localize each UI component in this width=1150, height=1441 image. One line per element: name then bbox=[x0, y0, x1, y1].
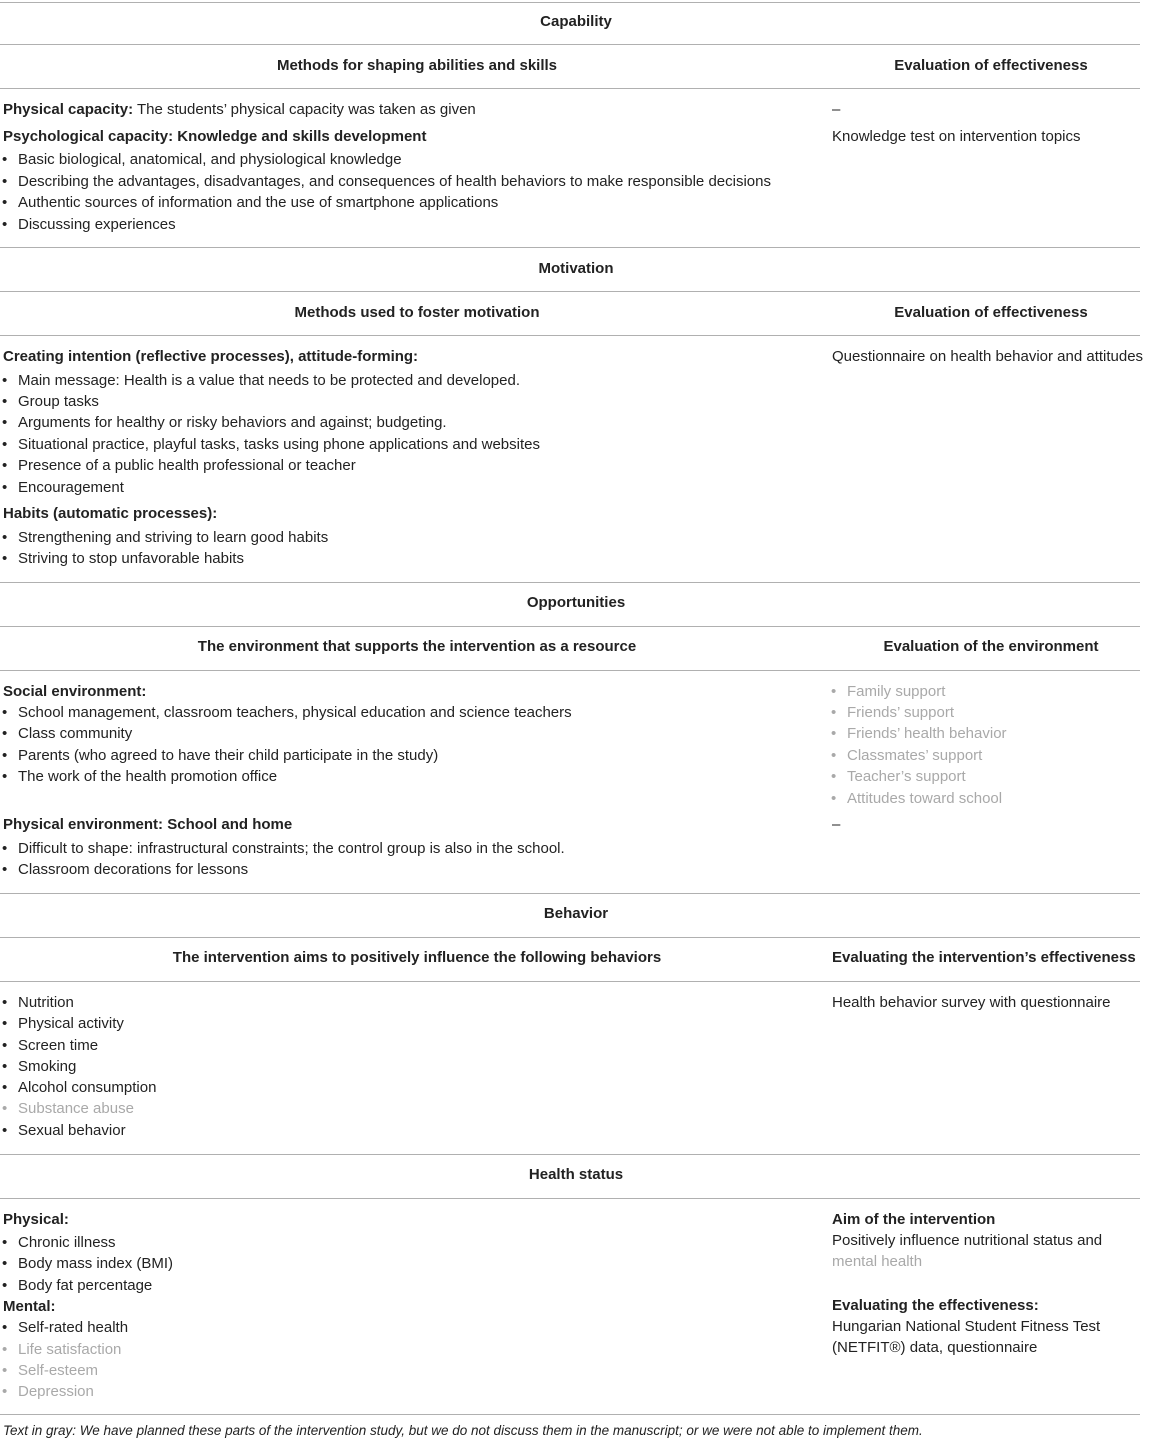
list-item: • Describing the advantages, disadvantages, and consequences of health behaviors to make responsible decisions bbox=[0, 173, 771, 191]
physical-environment-evaluation: – bbox=[832, 816, 841, 833]
list-item: • Alcohol consumption bbox=[0, 1079, 156, 1097]
list-item: • Classroom decorations for lessons bbox=[0, 861, 248, 879]
list-item: • Arguments for healthy or risky behaviors and against; budgeting. bbox=[0, 414, 447, 432]
list-item: • Strengthening and striving to learn good habits bbox=[0, 529, 328, 547]
psychological-capacity-label: Psychological capacity: Knowledge and skills development bbox=[3, 128, 427, 145]
list-item: • Authentic sources of information and the use of smartphone applications bbox=[0, 194, 498, 212]
list-item: • Chronic illness bbox=[0, 1234, 116, 1252]
physical-capacity-row bbox=[3, 101, 476, 119]
list-item: • Physical activity bbox=[0, 1015, 124, 1033]
behavior-evaluation-text: Health behavior survey with questionnaire bbox=[832, 994, 1111, 1011]
physical-environment-label: Physical environment: School and home bbox=[3, 816, 293, 833]
rule bbox=[0, 2, 1140, 3]
physical-capacity-evaluation: – bbox=[832, 101, 841, 118]
list-item: • Main message: Health is a value that needs to be protected and developed. bbox=[0, 372, 520, 390]
rule bbox=[0, 291, 1140, 292]
list-item: • Teacher’s support bbox=[829, 768, 966, 786]
motivation-evaluation-header: Evaluation of effectiveness bbox=[894, 304, 1088, 321]
list-item: • Presence of a public health professional or teacher bbox=[0, 457, 356, 475]
behavior-evaluation-header: Evaluating the intervention’s effectiveness bbox=[832, 949, 1136, 966]
rule bbox=[0, 1414, 1140, 1415]
list-item: • Body mass index (BMI) bbox=[0, 1255, 173, 1273]
opportunities-section-title: Opportunities bbox=[526, 594, 626, 611]
rule bbox=[0, 1198, 1140, 1199]
capability-section-title: Capability bbox=[540, 13, 612, 30]
social-environment-label: Social environment: bbox=[3, 683, 147, 700]
physical-capacity-label: Physical capacity: bbox=[3, 101, 134, 118]
aim-text: Positively influence nutritional status and bbox=[832, 1232, 1103, 1249]
list-item: • Discussing experiences bbox=[0, 216, 176, 234]
list-item: • Basic biological, anatomical, and physiological knowledge bbox=[0, 151, 402, 169]
physical-health-label: Physical: bbox=[3, 1211, 69, 1228]
list-item: • Screen time bbox=[0, 1037, 98, 1055]
capability-evaluation-header: Evaluation of effectiveness bbox=[894, 57, 1088, 74]
rule bbox=[0, 88, 1140, 89]
motivation-methods-header: Methods used to foster motivation bbox=[294, 304, 540, 321]
behavior-targets-header: The intervention aims to positively influence the following behaviors bbox=[172, 949, 662, 966]
list-item: • Group tasks bbox=[0, 393, 99, 411]
list-item: • Substance abuse bbox=[0, 1100, 134, 1118]
motivation-section-title: Motivation bbox=[538, 260, 614, 277]
rule bbox=[0, 582, 1140, 583]
list-item: • School management, classroom teachers, physical education and science teachers bbox=[0, 704, 572, 722]
opportunities-evaluation-header: Evaluation of the environment bbox=[883, 638, 1099, 655]
physical-capacity-text: The students’ physical capacity was taken as given bbox=[133, 101, 476, 118]
health-status-section-title: Health status bbox=[528, 1166, 624, 1183]
list-item: • Situational practice, playful tasks, tasks using phone applications and websites bbox=[0, 436, 540, 454]
list-item: • Self-rated health bbox=[0, 1319, 128, 1337]
list-item: • Difficult to shape: infrastructural constraints; the control group is also in the school. bbox=[0, 840, 565, 858]
table-footnote: Text in gray: We have planned these parts of the intervention study, but we do not discuss them in the manuscript; or we were not able to implement them. bbox=[3, 1423, 923, 1438]
behavior-section-title: Behavior bbox=[543, 905, 609, 922]
capability-methods-header: Methods for shaping abilities and skills bbox=[276, 57, 558, 74]
psychological-capacity-evaluation: Knowledge test on intervention topics bbox=[832, 128, 1081, 145]
effectiveness-text-line-1: Hungarian National Student Fitness Test bbox=[832, 1318, 1101, 1335]
list-item: • Encouragement bbox=[0, 479, 124, 497]
rule bbox=[0, 626, 1140, 627]
aim-label: Aim of the intervention bbox=[832, 1211, 996, 1228]
list-item: • Friends’ health behavior bbox=[829, 725, 1007, 743]
list-item: • The work of the health promotion office bbox=[0, 768, 277, 786]
list-item: • Friends’ support bbox=[829, 704, 954, 722]
list-item: • Attitudes toward school bbox=[829, 790, 1002, 808]
rule bbox=[0, 937, 1140, 938]
list-item: • Nutrition bbox=[0, 994, 74, 1012]
list-item: • Body fat percentage bbox=[0, 1277, 152, 1295]
aim-text-gray: mental health bbox=[832, 1253, 923, 1270]
rule bbox=[0, 44, 1140, 45]
list-item: • Class community bbox=[0, 725, 132, 743]
intention-label: Creating intention (reflective processes), attitude-forming: bbox=[3, 348, 419, 365]
rule bbox=[0, 1154, 1140, 1155]
habits-label: Habits (automatic processes): bbox=[3, 505, 218, 522]
list-item: • Striving to stop unfavorable habits bbox=[0, 550, 244, 568]
rule bbox=[0, 247, 1140, 248]
rule bbox=[0, 981, 1140, 982]
list-item: • Life satisfaction bbox=[0, 1341, 121, 1359]
list-item: • Parents (who agreed to have their child participate in the study) bbox=[0, 747, 438, 765]
opportunities-environment-header: The environment that supports the intervention as a resource bbox=[197, 638, 637, 655]
effectiveness-text-line-2: (NETFIT®) data, questionnaire bbox=[832, 1339, 1038, 1356]
list-item: • Family support bbox=[829, 683, 945, 701]
list-item: • Depression bbox=[0, 1383, 94, 1401]
list-item: • Self-esteem bbox=[0, 1362, 98, 1380]
list-item: • Sexual behavior bbox=[0, 1122, 126, 1140]
rule bbox=[0, 670, 1140, 671]
rule bbox=[0, 335, 1140, 336]
intention-evaluation: Questionnaire on health behavior and attitudes bbox=[832, 348, 1144, 365]
effectiveness-label: Evaluating the effectiveness: bbox=[832, 1297, 1039, 1314]
list-item: • Smoking bbox=[0, 1058, 76, 1076]
mental-health-label: Mental: bbox=[3, 1298, 56, 1315]
rule bbox=[0, 893, 1140, 894]
list-item: • Classmates’ support bbox=[829, 747, 982, 765]
